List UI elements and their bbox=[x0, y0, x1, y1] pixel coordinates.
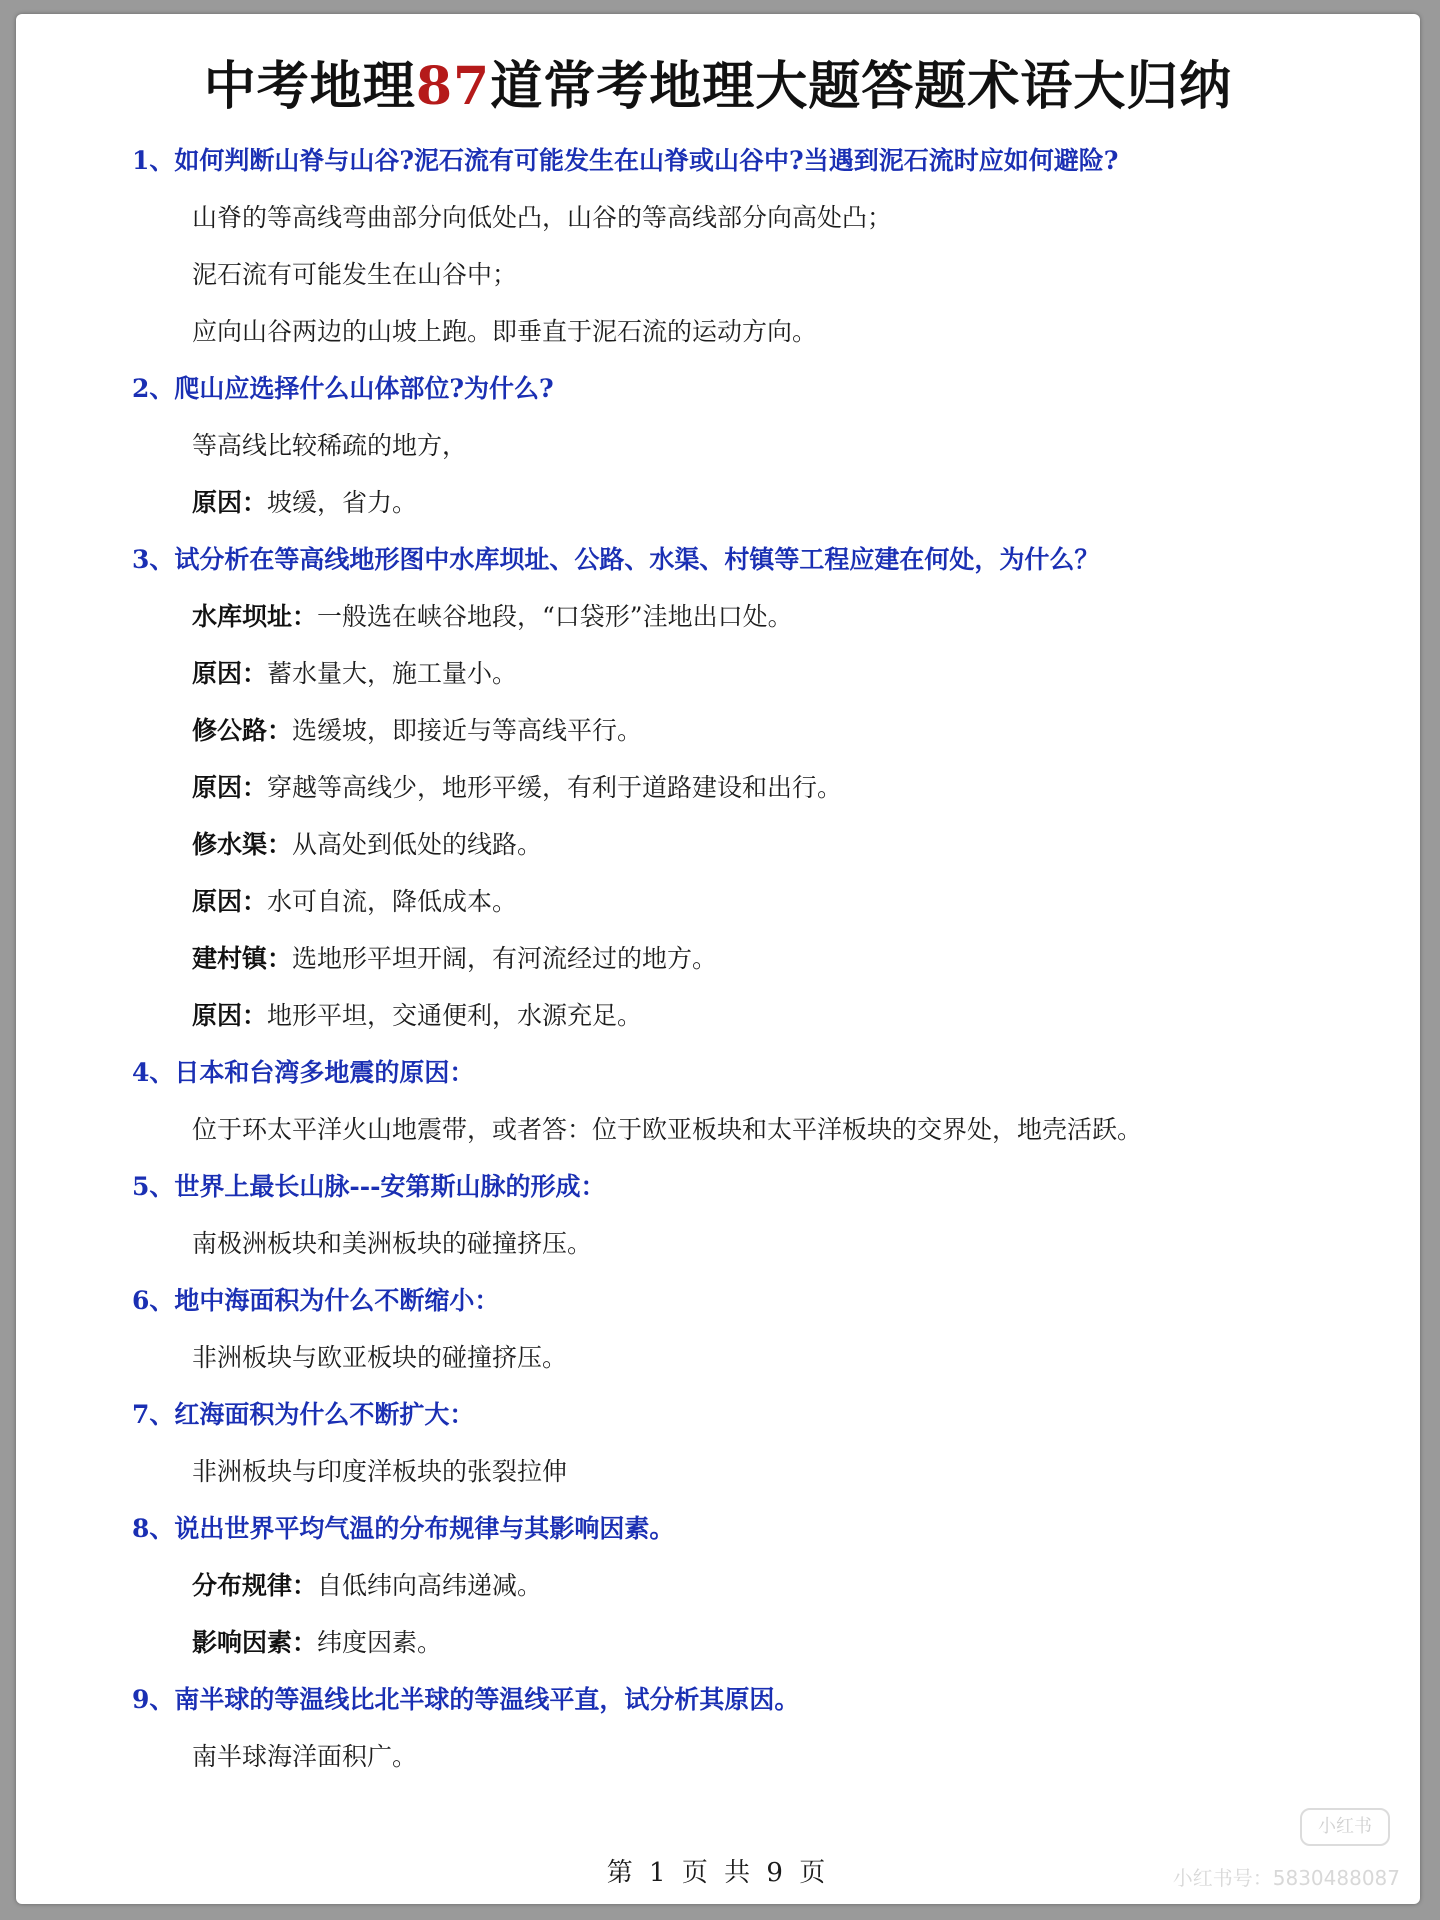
question-heading: 1、如何判断山脊与山谷?泥石流有可能发生在山脊或山谷中?当遇到泥石流时应如何避险? bbox=[132, 146, 1119, 175]
answer-text: 非洲板块与印度洋板块的张裂拉伸 bbox=[192, 1457, 568, 1486]
answer-line bbox=[132, 987, 1362, 1044]
answer-line bbox=[132, 417, 1362, 474]
answer-text: 泥石流有可能发生在山谷中； bbox=[192, 260, 518, 289]
answer-line bbox=[132, 873, 1362, 930]
question-heading: 8、说出世界平均气温的分布规律与其影响因素。 bbox=[132, 1514, 675, 1543]
answer-line bbox=[132, 1443, 1362, 1500]
answer-label: 原因： bbox=[192, 659, 268, 688]
answer-line bbox=[132, 1101, 1362, 1158]
answer-line bbox=[132, 759, 1362, 816]
answer-text: 蓄水量大，施工量小。 bbox=[267, 659, 518, 688]
answer-line bbox=[132, 246, 1362, 303]
answer-line bbox=[132, 303, 1362, 360]
answer-text: 水可自流，降低成本。 bbox=[267, 887, 518, 916]
question-heading: 2、爬山应选择什么山体部位?为什么? bbox=[132, 374, 554, 403]
answer-text: 选地形平坦开阔，有河流经过的地方。 bbox=[292, 944, 718, 973]
title-suffix: 道常考地理大题答题术语大归纳 bbox=[490, 56, 1233, 117]
answer-line bbox=[132, 1215, 1362, 1272]
question-heading: 5、世界上最长山脉---安第斯山脉的形成： bbox=[132, 1172, 606, 1201]
answer-text: 南半球海洋面积广。 bbox=[192, 1742, 418, 1771]
page-footer: 第 1 页 共 9 页 bbox=[606, 1858, 830, 1888]
answer-text: 非洲板块与欧亚板块的碰撞挤压。 bbox=[192, 1343, 568, 1372]
question-heading: 3、试分析在等高线地形图中水库坝址、公路、水渠、村镇等工程应建在何处，为什么？ bbox=[132, 545, 1100, 574]
answer-label: 影响因素： bbox=[192, 1628, 318, 1657]
question-heading: 4、日本和台湾多地震的原因： bbox=[132, 1058, 475, 1087]
title-number: 87 bbox=[415, 56, 491, 117]
watermark-logo: 小红书 bbox=[1300, 1808, 1390, 1846]
document-page bbox=[16, 14, 1420, 1904]
answer-line bbox=[132, 189, 1362, 246]
answer-text: 地形平坦，交通便利，水源充足。 bbox=[267, 1001, 643, 1030]
answer-line bbox=[132, 645, 1362, 702]
page-title bbox=[16, 44, 1420, 119]
answer-text: 南极洲板块和美洲板块的碰撞挤压。 bbox=[192, 1229, 593, 1258]
watermark-id: 小红书号：5830488087 bbox=[1172, 1866, 1400, 1890]
answer-line bbox=[132, 1614, 1362, 1671]
question-heading: 9、南半球的等温线比北半球的等温线平直，试分析其原因。 bbox=[132, 1685, 800, 1714]
answer-text: 自低纬向高纬递减。 bbox=[317, 1571, 543, 1600]
answer-label: 修水渠： bbox=[192, 830, 293, 859]
answer-line bbox=[132, 702, 1362, 759]
question-heading: 7、红海面积为什么不断扩大： bbox=[132, 1400, 475, 1429]
answer-line bbox=[132, 1329, 1362, 1386]
answer-text: 位于环太平洋火山地震带，或者答：位于欧亚板块和太平洋板块的交界处，地壳活跃。 bbox=[192, 1115, 1143, 1144]
answer-text: 从高处到低处的线路。 bbox=[292, 830, 543, 859]
answer-text: 穿越等高线少，地形平缓，有利于道路建设和出行。 bbox=[267, 773, 843, 802]
answer-line bbox=[132, 1728, 1362, 1785]
question-heading: 6、地中海面积为什么不断缩小： bbox=[132, 1286, 500, 1315]
answer-label: 原因： bbox=[192, 773, 268, 802]
answer-label: 水库坝址： bbox=[192, 602, 318, 631]
answer-text: 等高线比较稀疏的地方， bbox=[192, 431, 468, 460]
answer-text: 应向山谷两边的山坡上跑。即垂直于泥石流的运动方向。 bbox=[192, 317, 818, 346]
answer-label: 原因： bbox=[192, 887, 268, 916]
answer-label: 分布规律： bbox=[192, 1571, 318, 1600]
answer-text: 山脊的等高线弯曲部分向低处凸，山谷的等高线部分向高处凸； bbox=[192, 203, 893, 232]
answer-line bbox=[132, 816, 1362, 873]
qa-content bbox=[132, 132, 1362, 1785]
answer-line bbox=[132, 474, 1362, 531]
answer-line bbox=[132, 930, 1362, 987]
answer-label: 修公路： bbox=[192, 716, 293, 745]
answer-line bbox=[132, 1557, 1362, 1614]
answer-text: 一般选在峡谷地段，“口袋形”洼地出口处。 bbox=[317, 602, 793, 631]
answer-label: 原因： bbox=[192, 488, 268, 517]
answer-label: 建村镇： bbox=[192, 944, 293, 973]
answer-text: 坡缓，省力。 bbox=[267, 488, 418, 517]
answer-line bbox=[132, 588, 1362, 645]
title-prefix: 中考地理 bbox=[203, 56, 416, 117]
answer-text: 选缓坡，即接近与等高线平行。 bbox=[292, 716, 643, 745]
answer-label: 原因： bbox=[192, 1001, 268, 1030]
answer-text: 纬度因素。 bbox=[317, 1628, 443, 1657]
